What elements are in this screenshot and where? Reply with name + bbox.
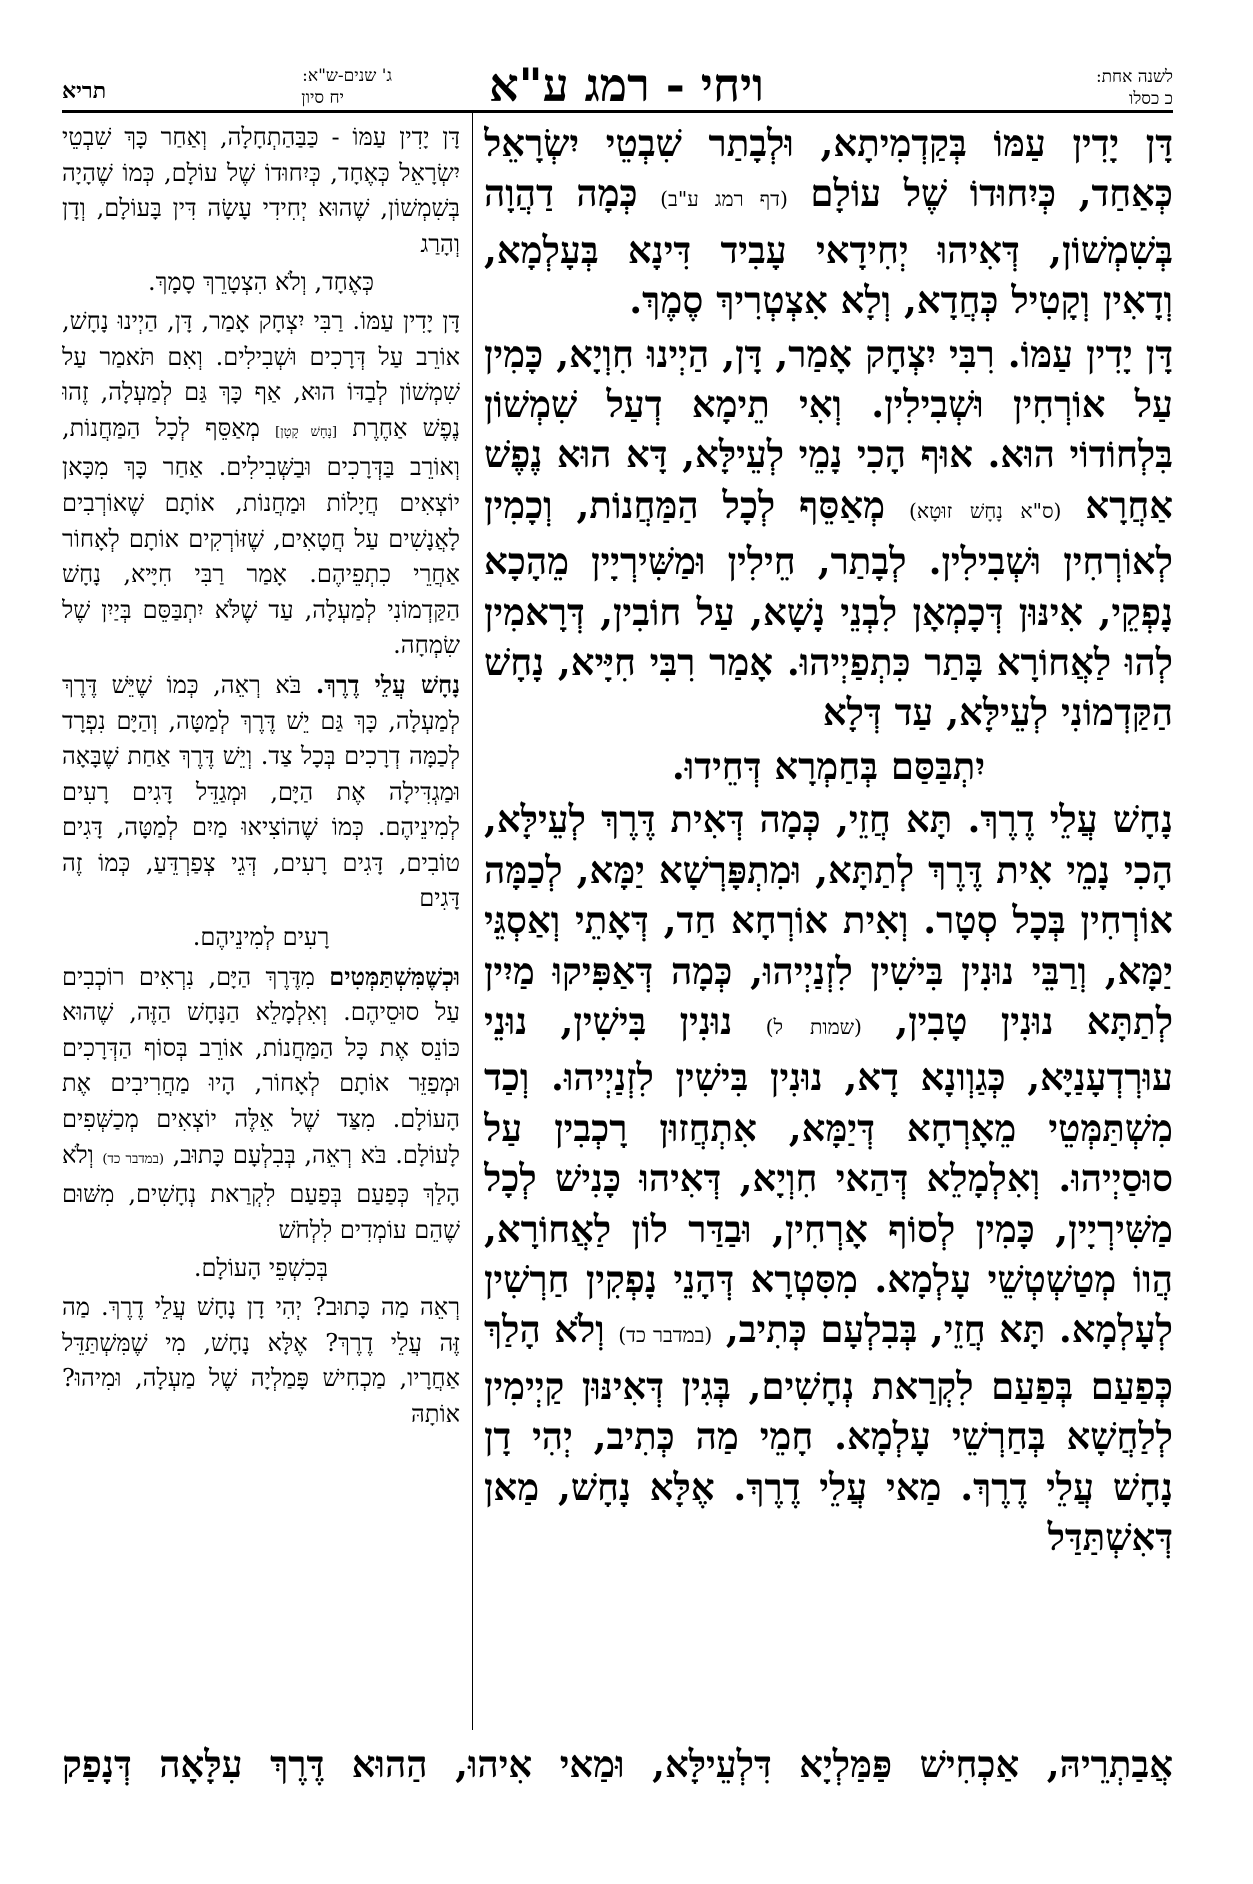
main-paragraph: דָּן יָדִין עַמּוֹ. רִבִּי יִצְחָק אָמַר, דָּן, הַיְינוּ חִוְיָא, כָּמִין עַל אוֹרְחִין וּשְׁבִילִין. וְאִי תֵימָא דְעַל שִׁמְשׁוֹן בִּלְחוֹדוֹי הוּא. אוּף הָכִי נָמֵי לְעֵילָּא, דָּא הוּא נֶפֶשׁ אַחֲרָא (ס"א נָחָשׁ זוּטָא) מְאַסֵּף לְכָל הַמַּחֲנוֹת, וְכָמִין לְאוֹרְחִין וּשְׁבִילִין. לְבָתַר, חֵילִין וּמַשִּׁירְיָין מֵהָכָא נָפְקֵי, אִינּוּן דְּכָמְאָן לִבְנֵי נָשָׁא, עַל חוֹבִין, דְּרָאמִין לְהוּ לַאֲחוֹרָא בָּתַר כִּתְפַיְיהוּ. אָמַר רִבִּי חִיָּיא, נָחָשׁ הַקַּדְמוֹנִי לְעֵילָּא, עַד דְּלָא bbox=[484, 331, 1173, 735]
schedule-label-one-year: לשנה אחת: bbox=[1095, 67, 1173, 87]
schedule-label-three-year: ג' שנים-ש"א: bbox=[302, 66, 392, 86]
verse-reference: (במדבר כד) bbox=[618, 1323, 713, 1348]
page-title: ויחי - רמג ע"א bbox=[489, 58, 764, 112]
commentary-paragraph: רְאֵה מַה כָּתוּב? יְהִי דָן נָחָשׁ עֲלֵי דֶרֶךְ. מַה זֶּה עֲלֵי דֶרֶךְ? אֶלָּא נָחָשׁ, מִי שֶׁמִּשְׁתַּדֵּל אַחֲרָיו, מַכְחִישׁ פָּמַלְיָה שֶׁל מַעְלָה, וּמִיהוּ? אוֹתָהּ bbox=[62, 1293, 460, 1428]
page-reference: (דף רמג ע"ב) bbox=[660, 187, 788, 212]
column-divider bbox=[472, 112, 473, 1730]
verse-reference: (שמות ל) bbox=[765, 1014, 862, 1039]
commentary-paragraph: וּכְשֶׁמִּשְׁתַּמְּטִים מִדֶּרֶךְ הַיָּם, נִרְאִים רוֹכְבִים עַל סוּסֵיהֶם. וְאִלְמָלֵא הַנָּחָשׁ הַזֶּה, שֶׁהוּא כּוֹנֵס אֶת כָּל הַמַּחֲנוֹת, אוֹרֵב בְּסוֹף הַדְּרָכִים וּמְפַזֵּר אוֹתָם לְאָחוֹר, הָיוּ מַחֲרִיבִים אֶת הָעוֹלָם. מִצַּד שֶׁל אֵלֶּה יוֹצְאִים מְכַשְּׁפִים לָעוֹלָם. בֹּא רְאֵה, בְּבִלְעָם כָּתוּב, (במדבר כד) וְלֹא הָלַךְ כְּפַעַם בְּפַעַם לִקְרַאת נְחָשִׁים, מִשּׁוּם שֶׁהֵם עוֹמְדִים לִלְחֹשׁ bbox=[62, 961, 460, 1244]
commentary-paragraph-end: בְּכִשְׁפֵי הָעוֹלָם. bbox=[193, 1254, 329, 1283]
commentary-paragraph: דָּן יָדִין עַמּוֹ. רַבִּי יִצְחָק אָמַר, דָּן, הַיְינוּ נָחָשׁ, אוֹרֵב עַל דְּרָכִים וּשְׁבִילִים. וְאִם תֹּאמַר עַל שִׁמְשׁוֹן לְבַדּוֹ הוּא, אַף כָּךְ גַּם לְמַעְלָה, זֶהוּ נֶפֶשׁ אַחֶרֶת [נָחָשׁ קָטָן] מְאַסֵּף לְכָל הַמַּחֲנוֹת, וְאוֹרֵב בַּדְּרָכִים וּבַשְּׁבִילִים. אַחַר כָּךְ מִכָּאן יוֹצְאִים חֲיָלוֹת וּמַחֲנוֹת, אוֹתָם שֶׁאוֹרְבִים לָאֲנָשִׁים עַל חֲטָאִים, שֶׁזּוֹרְקִים אוֹתָם לְאָחוֹר אַחֲרֵי כִתְפֵיהֶם. אָמַר רַבִּי חִיָּיא, נָחָשׁ הַקַּדְמוֹנִי לְמַעְלָה, עַד שֶׁלֹּא יִתְבַּסֵּם בְּיַיִן שֶׁל שִׂמְחָה. bbox=[62, 306, 460, 660]
main-paragraph-end: יִתְבַּסַּם בְּחַמְרָא דְּחֵידוּ. bbox=[671, 743, 986, 788]
main-paragraph: דָּן יָדִין עַמּוֹ בְּקַדְמִיתָא, וּלְבָתַר שִׁבְטֵי יִשְׂרָאֵל כְּאַחַד, כְּיִחוּדוֹ שֶׁל עוֹלָם (דף רמג ע"ב) כְּמָה דַהֲוָה בְּשִׁמְשׁוֹן, דְּאִיהוּ יְחִידָאי עָבִיד דִּינָא בְּעָלְמָא, וְדָאִין וְקָטִיל כְּחֲדָא, וְלָא אִצְטְרִיךְ סֶמֶךְ. bbox=[484, 121, 1173, 323]
commentary-paragraph-end: כְּאֶחָד, וְלֹא הִצְטָרֵךְ סָמָךְ. bbox=[148, 268, 374, 297]
schedule-date-one-year: כ כסלו bbox=[1129, 89, 1173, 109]
page-number: תריא bbox=[62, 78, 107, 104]
study-schedule-three-year bbox=[62, 66, 392, 110]
dibbur-hamatchil: וּכְשֶׁמִּשְׁתַּמְּטִים bbox=[329, 961, 460, 991]
main-text-continuation: אֲבַתְרֵיהּ, אַכְחִישׁ פַּמַּלְיָא דִּלְעֵילָּא, וּמַאי אִיהוּ, הַהוּא דֶּרֶךְ עִלָּאָה דְּנָפַק bbox=[62, 1742, 1173, 1786]
verse-reference: (במדבר כד) bbox=[102, 1151, 164, 1167]
commentary-paragraph-end: רָעִים לְמִינֵיהֶם. bbox=[192, 923, 330, 952]
commentary-paragraph: נָחָשׁ עֲלֵי דֶרֶךְ. בֹּא רְאֵה, כְּמוֹ שֶׁיֵּשׁ דֶּרֶךְ לְמַעְלָה, כָּךְ גַּם יֵשׁ דֶּרֶךְ לְמַטָּה, וְהַיָּם נִפְרָד לְכַמָּה דְרָכִים בְּכָל צַד. וְיֵשׁ דֶּרֶךְ אַחַת שֶׁבָּאָה וּמַגְדִּילָה אֶת הַיָּם, וּמְגַדֵּל דָּגִים רָעִים לְמִינֵיהֶם. כְּמוֹ שֶׁהוֹצִיאוּ מַיִם לְמַטָּה, דָּגִים טוֹבִים, דָּגִים רָעִים, דְּגֵי צְפַרְדֵּעַ, כְּמוֹ זֶה דָּגִים bbox=[62, 669, 460, 913]
variant-reference: [נָחָשׁ קָטָן] bbox=[275, 424, 338, 440]
header-divider bbox=[62, 110, 1173, 113]
variant-reference: (ס"א נָחָשׁ זוּטָא) bbox=[909, 498, 1062, 523]
dibbur-hamatchil: נָחָשׁ עֲלֵי דֶרֶךְ. bbox=[315, 669, 460, 699]
commentary-paragraph: דָּן יָדִין עַמּוֹ - כַּבַּהַתְחָלָה, וְאַחַר כָּךְ שִׁבְטֵי יִשְׂרָאֵל כְּאֶחָד, כְּיִחוּדוֹ שֶׁל עוֹלָם, כְּמוֹ שֶׁהָיָה בְּשִׁמְשׁוֹן, שֶׁהוּא יְחִידִי עָשָׂה דִּין בָּעוֹלָם, וְדָן וְהָרַג bbox=[62, 123, 460, 258]
schedule-date-three-year: יח סיון bbox=[301, 88, 344, 108]
main-paragraph: נָחָשׁ עֲלֵי דֶרֶךְ. תָּא חֲזֵי, כְּמָה דְּאִית דֶּרֶךְ לְעֵילָּא, הָכִי נָמֵי אִית דֶּרֶךְ לְתַתָּא, וּמִתְפָּרְשָׁא יַמָּא, לְכַמָּה אוֹרְחִין בְּכָל סְטָר. וְאִית אוֹרְחָא חַד, דְּאָתֵי וְאַסְגֵּי יַמָּא, וְרַבֵּי נוּנִין בִּישִׁין לִזְנַיְיהוּ, כְּמָה דְּאַפִּיקוּ מַיִין לְתַתָּא נוּנִין טָבִין, (שמות ל) נוּנִין בִּישִׁין, נוּנֵי עוּרְדְעָנַיָּא, כְּגַוְונָא דָא, נוּנִין בִּישִׁין לִזְנַיְיהוּ. וְכַד מִשְׁתַּמְּטֵי מֵאָרְחָא דְּיַמָּא, אִתְחֲזוּן רָכְבִין עַל סוּסַיְיהוּ. וְאִלְמָלֵא דְּהַאי חִוְיָא, דְּאִיהוּ כָּנִישׁ לְכָל מַשִּׁירְיָין, כָּמִין לְסוֹף אָרְחִין, וּבַדַּר לוֹן לַאֲחוֹרָא, הֲווֹ מְטַשְׁטְשֵׁי עָלְמָא. מִסִּטְרָא דְּהָנֵי נָפְקִין חַרְשִׁין לְעָלְמָא. תָּא חֲזֵי, בְּבִלְעָם כְּתִיב, (במדבר כד) וְלֹא הָלַךְ כְּפַעַם בְּפַעַם לִקְרַאת נְחָשִׁים, בְּגִין דְּאִינּוּן קַיְימִין לְלַחֲשָׁא בְּחַרְשֵׁי עָלְמָא. חָמֵי מַה כְּתִיב, יְהִי דָן נָחָשׁ עֲלֵי דֶרֶךְ. מַאי עֲלֵי דֶרֶךְ. אֶלָּא נָחָשׁ, מַאן דְּאִשְׁתַּדַּל bbox=[484, 797, 1173, 1559]
commentary-column bbox=[62, 120, 460, 1732]
page-header bbox=[0, 0, 1253, 112]
main-text-column bbox=[484, 118, 1173, 1730]
